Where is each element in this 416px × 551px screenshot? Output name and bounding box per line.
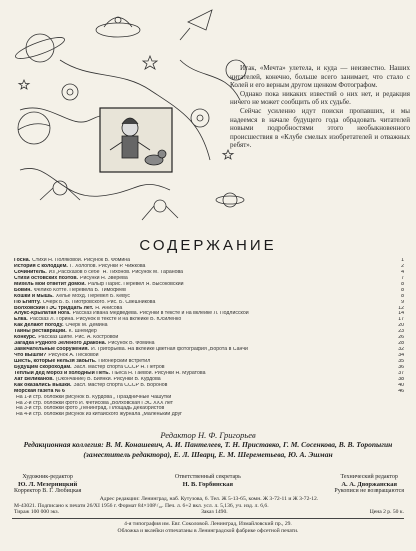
contents-item-details: Рассказ Ивана Медведева. Рисунки в тексте и на вклейке Л. Подлисской — [72, 311, 249, 317]
staff-tech-editor — [334, 474, 404, 495]
contents-item-details: Рисунок А. Песковой — [48, 353, 99, 358]
order-number: Заказ 1490. — [201, 509, 228, 516]
staff-art-editor — [14, 474, 81, 495]
contents-item-title: Будущим скороходам. — [14, 364, 72, 370]
staff-extra: Корректор В. Г. Любицкая — [14, 488, 82, 494]
print-details: М-43021. Подписано к печати 26/XI 1956 г. Формат 84×108¹/₁₆. Печ. л. 6+2 вкл. усл. л. 5,136, уч. изд. л. 6,6. — [14, 502, 269, 509]
credits — [0, 430, 416, 459]
staff-block — [14, 474, 404, 495]
circulation: Тираж 100 000 экз. — [14, 509, 60, 516]
contents-item-details: Очерк Б. Б. Пиотровского. Рис. Б. Свешникова — [42, 299, 156, 305]
contents-item-details: Засл. мастер спорта СССР Н. Петров — [73, 364, 165, 370]
editor-line: Редактор Н. Ф. Григорьев — [160, 430, 256, 440]
contents-item-details: Из „Рассказов о себе“ Н. Тихонов. Рисунок М. Таранова — [48, 269, 184, 275]
intro-paragraph: Сейчас усиленно идут поиски пропавших, и мы надеемся в начале будущего года обрадовать читателей новыми подробностями этого необыкновенного происшествия в «Клубе смелых изобретателей и отважных ребят». — [230, 106, 410, 150]
contents-row — [14, 412, 404, 418]
contents-item-title: Елка. — [14, 317, 28, 323]
contents-item-title: Госна. — [14, 258, 31, 263]
gear-icon — [191, 109, 209, 127]
address-line: Адрес редакции: Ленинград, наб. Кутузова, 6. Тел. Ж 5-13-65, комн. Ж 3-72-11 и Ж 3-72-12. — [99, 496, 319, 502]
contents-item-details: Рассказ Л. Горина. Рисунок в тексте и на вклейке В. Юсиленко — [29, 317, 182, 323]
contents-item-page: 4 — [401, 269, 404, 275]
contents-item-details: Очерк М. Демина — [65, 323, 108, 329]
contents-list — [14, 258, 404, 418]
publication-info — [14, 496, 404, 516]
staff-name: Н. В. Горбинская — [182, 481, 234, 488]
contents-item-title: История с колодцем. — [14, 263, 68, 269]
price: Цена 2 р. 50 к. — [369, 509, 404, 516]
intro-paragraph: Итак, «Мечта» улетела, и куда — неизвестно. Наших читателей, конечно, больше всего занимает, что стало с Колей и его верным другом щенком Фотографом. — [230, 64, 410, 90]
contents-item-page: 1 — [401, 258, 404, 263]
contents-item-page: 35 — [398, 358, 404, 364]
contents-item-details: К. Шнейдер — [68, 329, 97, 335]
contents-item-page: 38 — [398, 376, 404, 382]
contents-item-title: Кошки и мышь. — [14, 293, 54, 299]
contents-item-page: 37 — [398, 370, 404, 376]
intro-text — [230, 64, 410, 150]
contents-item-details: Засл. мастер спорта СССР В. Воронов — [73, 382, 168, 388]
contents-item-page: 28 — [398, 341, 404, 347]
contents-item-title: По Египту. — [14, 299, 41, 305]
print-stats — [14, 509, 404, 516]
contents-item-page: 12 — [398, 305, 404, 311]
planet-icon — [26, 34, 54, 62]
contents-item-title: Что вышли? — [14, 353, 47, 358]
contents-item-details: И. Григорьева. На вклейке цветная фотография „Ворота в Санчи“ — [90, 347, 250, 353]
contents-item-page: 32 — [398, 347, 404, 353]
staff-name: Ю. Л. Мезерницкий — [18, 481, 78, 488]
staff-role: Художник-редактор — [22, 474, 73, 480]
contents-item-details: Фелико Котте. Перевела Б. Тимофеев — [33, 287, 126, 293]
printer-line: Обложка и вклейки отпечатаны в Ленинградской фабрике офсетной печати. — [117, 527, 299, 534]
contents-item-title: Как делают погоду. — [14, 323, 64, 329]
contents-item-title: Как оказались вышки. — [14, 382, 72, 388]
printer-line: 4-я типография им. Евг. Соколовой. Ленинград, Измайловский пр., 29. — [124, 521, 292, 527]
contents-item-details: Пионерский встретил — [98, 358, 151, 364]
gear-icon — [62, 84, 78, 100]
contents-item-details: Рассказ Шипе. Рис. А. Костровой — [38, 335, 119, 341]
contents-item-page: 20 — [398, 323, 404, 329]
contents-item-title: Конкурс. — [14, 335, 37, 341]
editorial-board: Редакционная коллегия: В. М. Конашевич, А. И. Пантелеев, Т. Н. Приставко, Г. М. Сосенкова, В. В. Торопыгин (заместитель редактора), Е. Л. Шварц, Е. М. Шереметьева, Ю. А. Эшман — [23, 440, 393, 459]
contents-item-page: 8 — [401, 293, 404, 299]
contents-row — [14, 383, 404, 389]
contents-item-title: Теплый дед Мороз и холодный Петь. — [14, 370, 110, 376]
staff-name: А. А. Дворжанская — [341, 481, 398, 488]
star-icon — [143, 56, 157, 69]
contents-title: СОДЕРЖАНИЕ — [139, 237, 277, 254]
contents-item-title: Сочинитель. — [14, 269, 47, 275]
contents-item-page: 8 — [401, 281, 404, 287]
staff-secretary — [175, 474, 241, 495]
contents-item-title: Загадка Рудного Зеленого Дракона. — [14, 341, 107, 347]
star-icon — [19, 80, 29, 89]
contents-item-details: На 4-й стр. обложки рисунок из китайского журнала „Маленький друг“ — [16, 412, 184, 418]
contents-item-title: Хат Великанов. — [14, 376, 54, 382]
contents-item-title: Волховский ГЭС тридцать лет. — [14, 305, 94, 311]
staff-role: Ответственный секретарь — [174, 474, 241, 480]
contents-item-title: Бовин. — [14, 287, 32, 293]
contents-item-details: Пьеса Н. Гаевой. Рисунки Н. Муратова — [111, 370, 206, 376]
satellite-icon — [154, 200, 166, 212]
printer-info — [0, 521, 416, 534]
saucer-icon — [96, 23, 140, 37]
contents-item-details: Хелье Мохд. Перевел Б. Кевус — [55, 293, 130, 299]
contents-item-page: 26 — [398, 335, 404, 341]
contents-item-details: Рисунки Н. Зверева — [79, 275, 128, 281]
intro-paragraph: Однако пока никаких известий о них нет, и редакция ничего не может сообщить об их судьбе. — [230, 89, 410, 107]
planet-icon — [18, 112, 50, 144]
contents-item-details: На 2-й стр. обложки фото И. Фетисова „Волховская ГЭС XXX лет“ — [16, 400, 175, 406]
contents-item-details: (Окончание) В. Биянки. Рисунки В. Курдова — [55, 376, 161, 382]
contents-item-title: Морская газета № 6 — [14, 388, 65, 394]
contents-item-page: 36 — [398, 364, 404, 370]
space-illustration — [0, 0, 262, 232]
contents-item-title: Замечательные сооружения. — [14, 347, 89, 353]
contents-item-page: 46 — [398, 388, 404, 394]
contents-item-details: На 1-й стр. обложки рисунок В. Курдова „ Праздничные Чашутки“ — [16, 394, 174, 400]
contents-item-title: Тайны реставрации. — [14, 329, 67, 335]
contents-item-page: 8 — [401, 287, 404, 293]
contents-item-page: 17 — [398, 317, 404, 323]
divider — [12, 518, 404, 519]
contents-item-page: 7 — [401, 275, 404, 281]
contents-item-details: Рисунок В. Фомина — [108, 341, 155, 347]
contents-item-title: Шесть, которые нельзя забыть. — [14, 358, 97, 364]
contents-item-page: 34 — [398, 353, 404, 358]
star-icon — [223, 150, 233, 159]
rocket-icon — [188, 10, 212, 30]
staff-role: Технический редактор — [340, 474, 398, 480]
contents-item-page: 14 — [398, 311, 404, 317]
contents-item-page: 23 — [398, 329, 404, 335]
contents-item-details: Ральф Парис. Перевел Я. Высоковский — [87, 281, 184, 287]
contents-item-details: На 3-й стр. обложки фото „Ленинград. Площадь Декабристов“ — [16, 406, 166, 412]
contents-item-title: Михель мой ответит домой. — [14, 281, 86, 287]
contents-item-page: 9 — [401, 299, 404, 305]
staff-extra: Рукописи не возвращаются — [334, 488, 404, 494]
contents-item-details: Г. Холопов. Рисунки Р. Чижкова — [69, 263, 146, 269]
contents-item-title: Алукс-Крылатая нога. — [14, 311, 71, 317]
contents-item-page: 40 — [398, 382, 404, 388]
contents-item-title: Стихи остовских поэтов. — [14, 275, 78, 281]
contents-item-details: Н. Анисова — [95, 305, 123, 311]
contents-item-details: Стихи Н. Поляковой. Рисунок В. Фомина — [32, 258, 131, 263]
contents-item-page: 2 — [401, 263, 404, 269]
